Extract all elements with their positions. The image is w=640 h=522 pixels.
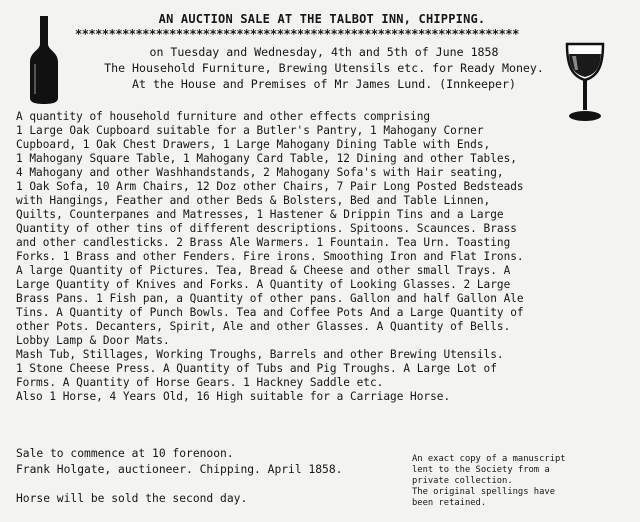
subheading-premises: At the House and Premises of Mr James Lund. (Innkeeper) xyxy=(132,77,516,91)
source-note-line: private collection. xyxy=(412,476,513,486)
inventory-line: 1 Mahogany Square Table, 1 Mahogany Card Table, 12 Dining and other Tables, xyxy=(16,152,517,165)
source-note-line: lent to the Society from a xyxy=(412,465,550,475)
inventory-line: A quantity of household furniture and other effects comprising xyxy=(16,110,431,123)
inventory-line: Tins. A Quantity of Punch Bowls. Tea and Coffee Pots And a Large Quantity of xyxy=(16,306,524,319)
inventory-line: Forks. 1 Brass and other Fenders. Fire irons. Smoothing Iron and Flat Irons. xyxy=(16,250,524,263)
inventory-line: Lobby Lamp & Door Mats. xyxy=(16,334,170,347)
source-note-line: An exact copy of a manuscript xyxy=(412,454,566,464)
inventory-line: 1 Stone Cheese Press. A Quantity of Tubs and Pig Troughs. A Large Lot of xyxy=(16,362,497,375)
bottle-icon xyxy=(24,14,64,106)
horse-sale-note: Horse will be sold the second day. xyxy=(16,492,248,505)
inventory-line: Large Quantity of Knives and Forks. A Quantity of Looking Glasses. 2 Large xyxy=(16,278,511,291)
inventory-line: Mash Tub, Stillages, Working Troughs, Barrels and other Brewing Utensils. xyxy=(16,348,504,361)
inventory-line: Brass Pans. 1 Fish pan, a Quantity of other pans. Gallon and half Gallon Ale xyxy=(16,292,524,305)
inventory-text xyxy=(16,110,621,404)
source-note-line: been retained. xyxy=(412,498,487,508)
subheading-dates: on Tuesday and Wednesday, 4th and 5th of June 1858 xyxy=(149,45,499,59)
source-note xyxy=(412,454,602,509)
auction-title: AN AUCTION SALE AT THE TALBOT INN, CHIPPING. xyxy=(158,12,486,26)
inventory-line: Forms. A Quantity of Horse Gears. 1 Hackney Saddle etc. xyxy=(16,376,384,389)
inventory-line: 1 Oak Sofa, 10 Arm Chairs, 12 Doz other Chairs, 7 Pair Long Posted Bedsteads xyxy=(16,180,524,193)
sale-time: Sale to commence at 10 forenoon. xyxy=(16,447,234,460)
star-divider: ****************************************************************** xyxy=(75,27,519,41)
inventory-line: Cupboard, 1 Oak Chest Drawers, 1 Large Mahogany Dining Table with Ends, xyxy=(16,138,491,151)
inventory-line: and other candlesticks. 2 Brass Ale Warmers. 1 Fountain. Tea Urn. Toasting xyxy=(16,236,511,249)
source-note-line: The original spellings have xyxy=(412,487,555,497)
inventory-line: 1 Large Oak Cupboard suitable for a Butler's Pantry, 1 Mahogany Corner xyxy=(16,124,484,137)
inventory-line: Also 1 Horse, 4 Years Old, 16 High suitable for a Carriage Horse. xyxy=(16,390,451,403)
inventory-line: with Hangings, Feather and other Beds & Bolsters, Bed and Table Linnen, xyxy=(16,194,491,207)
inventory-line: 4 Mahogany and other Washhandstands, 2 Mahogany Sofa's with Hair seating, xyxy=(16,166,504,179)
inventory-line: other Pots. Decanters, Spirit, Ale and other Glasses. A Quantity of Bells. xyxy=(16,320,511,333)
subheading-goods: The Household Furniture, Brewing Utensils etc. for Ready Money. xyxy=(104,61,544,75)
auctioneer-signoff: Frank Holgate, auctioneer. Chipping. April 1858. xyxy=(16,463,343,476)
inventory-line: Quantity of other tins of different descriptions. Spitoons. Scaunces. Brass xyxy=(16,222,517,235)
inventory-line: A large Quantity of Pictures. Tea, Bread & Cheese and other small Trays. A xyxy=(16,264,511,277)
inventory-line: Quilts, Counterpanes and Matresses, 1 Hastener & Drippin Tins and a Large xyxy=(16,208,504,221)
